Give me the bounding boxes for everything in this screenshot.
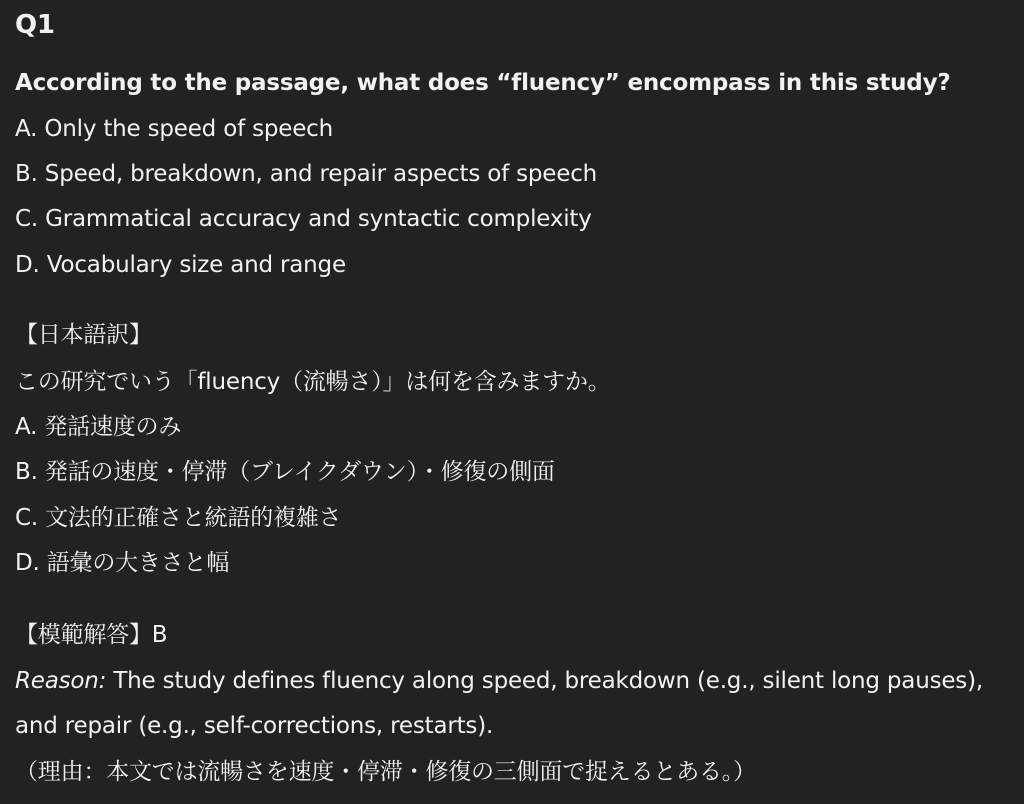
reason-jp: （理由：本文では流暢さを速度・停滞・修復の三側面で捉えるとある。） [15, 759, 756, 785]
reason-label: Reason: [15, 668, 107, 694]
option-c-en: C. Grammatical accuracy and syntactic complexity [15, 206, 592, 232]
model-answer: 【模範解答】B [15, 622, 168, 648]
option-d-jp: D. 語彙の大きさと幅 [15, 550, 230, 576]
reason-line-2: and repair (e.g., self-corrections, restarts). [15, 713, 494, 739]
japanese-translation-label: 【日本語訳】 [15, 322, 152, 348]
reason-line-1 [15, 666, 1020, 696]
option-b-en: B. Speed, breakdown, and repair aspects of speech [15, 161, 598, 187]
option-a-en: A. Only the speed of speech [15, 116, 333, 142]
option-a-jp: A. 発話速度のみ [15, 414, 182, 440]
option-c-jp: C. 文法的正確さと統語的複雑さ [15, 505, 342, 531]
question-number: Q1 [15, 10, 55, 40]
option-d-en: D. Vocabulary size and range [15, 252, 346, 278]
question-text: According to the passage, what does “fluency” encompass in this study? [15, 70, 951, 96]
reason-text-1: The study defines fluency along speed, breakdown (e.g., silent long pauses), [106, 668, 983, 694]
question-text-jp: この研究でいう「fluency（流暢さ）」は何を含みますか。 [15, 369, 611, 395]
option-b-jp: B. 発話の速度・停滞（ブレイクダウン）・修復の側面 [15, 459, 555, 485]
